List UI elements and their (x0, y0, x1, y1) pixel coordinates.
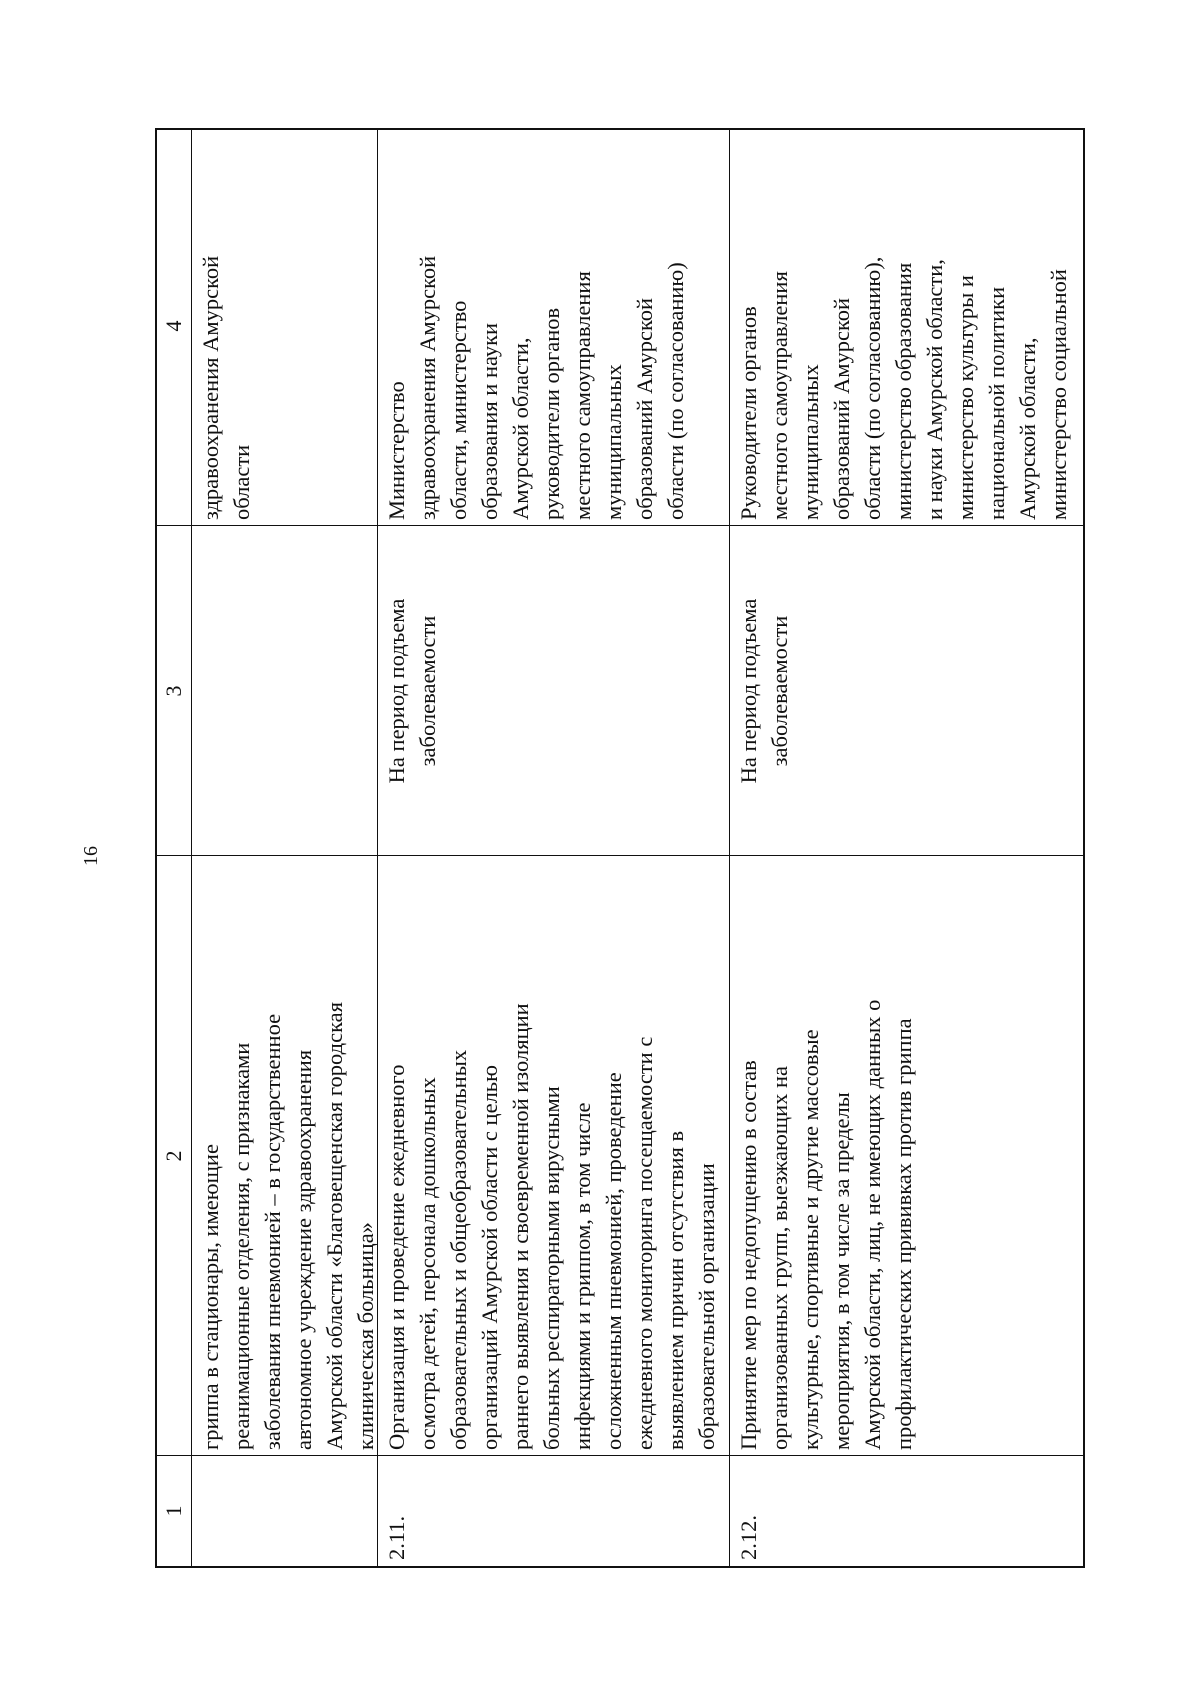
measures-table (155, 128, 1085, 1568)
row-2-12-measure: Принятие мер по недопущению в состав организованных групп, выезжающих на культурные, спортивные и другие массовые мероприятия, в том числе за пределы Амурской области, лиц, не имеющих данных о профилактических прививках против гриппа (736, 999, 916, 1450)
row-2-11-measure: Организация и проведение ежедневного осмотра детей, персонала дошкольных образовательных и общеобразовательных организаций Амурской области с целью раннего выявления и своевременной изоляции больных респираторными вирусными инфекциями и гриппом, в том числе осложненным пневмонией, проведение ежедневного мониторинга посещаемости с выявлением причин отсутствия в образовательной организации (384, 1003, 719, 1450)
row-1-responsible: здравоохранения Амурской области (198, 255, 254, 520)
row-2-11-period: На период подъема заболеваемости (384, 598, 440, 784)
row-2-12-period: На период подъема заболеваемости (736, 598, 792, 784)
header-col-2: 2 (161, 1150, 186, 1162)
row-divider (729, 130, 730, 1566)
row-1-number (193, 1456, 377, 1566)
header-col-1: 1 (161, 1505, 186, 1517)
row-1-measure: гриппа в стационары, имеющие реанимационные отделения, с признаками заболевания пневмонией – в государственное автономное учреждение здравоохранения Амурской области «Благовещенская городская клиническая больница» (198, 1001, 378, 1450)
header-col-4: 4 (161, 320, 186, 332)
row-2-12-number: 2.12. (736, 1515, 761, 1560)
row-2-12-responsible: Руководители органов местного самоуправления муниципальных образований Амурской области (по согласованию), министерство образования и науки Амурской области, министерство культуры и национальной политики Амурской области, министерство социальной (736, 256, 1071, 520)
table-header-row (157, 130, 192, 1566)
row-1-period (193, 526, 377, 856)
page-number: 16 (80, 846, 102, 866)
row-2-11-responsible: Министерство здравоохранения Амурской области, министерство образования и науки Амурской области, руководители органов местного самоуправления муниципальных образований Амурской области (по согласованию) (384, 255, 688, 520)
header-col-3: 3 (161, 685, 186, 697)
row-2-11-number: 2.11. (384, 1515, 409, 1560)
